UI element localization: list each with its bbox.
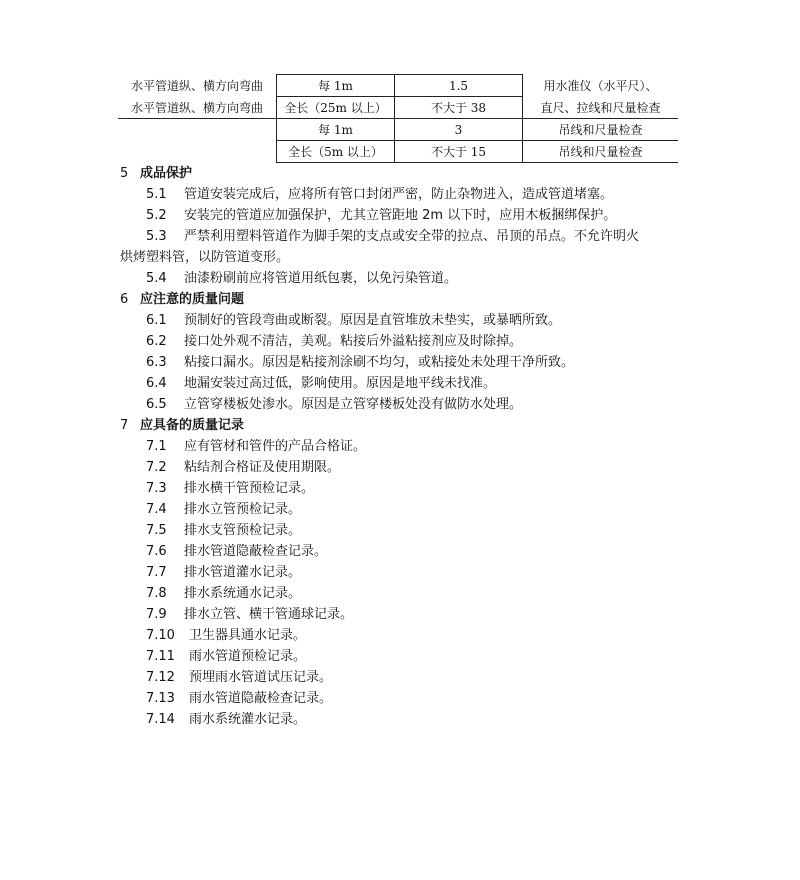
table-cell: 全长（25m 以上） [277, 97, 395, 119]
item-text: 排水立管预检记录。 [184, 502, 302, 517]
section-title: 应注意的质量问题 [140, 292, 245, 307]
item-text: 应有管材和管件的产品合格证。 [184, 439, 367, 454]
table-cell: 每 1m [277, 119, 395, 141]
table-cell: 1.5 [395, 75, 523, 97]
item-text: 立管穿楼板处渗水。原因是立管穿楼板处没有做防水处理。 [184, 397, 523, 412]
tolerance-table [118, 74, 678, 163]
item-text: 排水立管、横干管通球记录。 [184, 607, 354, 622]
section-number: 5 [120, 166, 129, 181]
item-number: 7.6 [146, 544, 167, 559]
item-text: 预制好的管段弯曲或断裂。原因是直管堆放未垫实，或暴晒所致。 [184, 313, 562, 328]
item-number: 7.5 [146, 523, 167, 538]
item-number: 7.8 [146, 586, 167, 601]
list-item [120, 646, 720, 667]
item-text: 排水支管预检记录。 [184, 523, 302, 538]
item-text: 雨水系统灌水记录。 [189, 712, 307, 727]
item-text: 粘接口漏水。原因是粘接剂涂刷不均匀，或粘接处未处理干净所致。 [184, 355, 575, 370]
list-item [120, 436, 720, 457]
item-text: 油漆粉刷前应将管道用纸包裹，以免污染管道。 [184, 271, 458, 286]
item-number: 5.1 [146, 187, 167, 202]
table-cell: 直尺、拉线和尺量检查 [523, 97, 679, 119]
list-item [120, 562, 720, 583]
item-number: 6.1 [146, 313, 167, 328]
section-number: 7 [120, 418, 129, 433]
item-number: 7.7 [146, 565, 167, 580]
item-number: 7.12 [146, 670, 175, 685]
item-number: 5.2 [146, 208, 167, 223]
item-number: 7.1 [146, 439, 167, 454]
table-cell: 全长（5m 以上） [277, 141, 395, 163]
list-item [120, 520, 720, 541]
item-text: 排水系统通水记录。 [184, 586, 302, 601]
item-number: 7.11 [146, 649, 175, 664]
item-number: 7.3 [146, 481, 167, 496]
item-number: 5.4 [146, 271, 167, 286]
item-continuation: 烘烤塑料管，以防管道变形。 [120, 250, 290, 265]
list-item [120, 205, 720, 226]
table-row [118, 97, 678, 119]
table-cell: 不大于 15 [395, 141, 523, 163]
item-number: 7.9 [146, 607, 167, 622]
list-item [120, 688, 720, 709]
list-item [120, 373, 720, 394]
table-cell: 水平管道纵、横方向弯曲 [118, 97, 277, 119]
item-text: 预埋雨水管道试压记录。 [189, 670, 333, 685]
item-number: 6.4 [146, 376, 167, 391]
list-item [120, 268, 720, 289]
table-cell: 吊线和尺量检查 [523, 141, 679, 163]
list-item [120, 457, 720, 478]
list-item [120, 499, 720, 520]
item-text: 管道安装完成后，应将所有管口封闭严密，防止杂物进入，造成管道堵塞。 [184, 187, 614, 202]
item-text: 排水管道灌水记录。 [184, 565, 302, 580]
item-number: 5.3 [146, 229, 167, 244]
section-title: 应具备的质量记录 [140, 418, 245, 433]
item-text: 接口处外观不清洁，美观。粘接后外溢粘接剂应及时除掉。 [184, 334, 523, 349]
table-cell: 每 1m [277, 75, 395, 97]
item-text: 雨水管道预检记录。 [189, 649, 307, 664]
list-item [120, 625, 720, 646]
section-number: 6 [120, 292, 129, 307]
table-cell: 水平管道纵、横方向弯曲 [118, 75, 277, 97]
list-item [120, 310, 720, 331]
item-number: 7.2 [146, 460, 167, 475]
item-number: 6.2 [146, 334, 167, 349]
list-item [120, 394, 720, 415]
table-cell: 3 [395, 119, 523, 141]
item-text: 卫生器具通水记录。 [189, 628, 307, 643]
item-number: 7.10 [146, 628, 175, 643]
item-number: 6.5 [146, 397, 167, 412]
list-item [120, 184, 720, 205]
item-text: 安装完的管道应加强保护，尤其立管距地 2m 以下时，应用木板捆绑保护。 [184, 208, 617, 223]
table-row [118, 141, 678, 163]
list-item [120, 583, 720, 604]
list-item [120, 331, 720, 352]
section-heading [120, 289, 720, 310]
item-number: 7.13 [146, 691, 175, 706]
list-item [120, 541, 720, 562]
list-item [120, 709, 720, 730]
item-text: 雨水管道隐蔽检查记录。 [189, 691, 333, 706]
item-text: 排水横干管预检记录。 [184, 481, 315, 496]
table-cell: 吊线和尺量检查 [523, 119, 679, 141]
table-row [118, 75, 678, 97]
section-heading [120, 415, 720, 436]
list-item [120, 667, 720, 688]
item-number: 6.3 [146, 355, 167, 370]
section-heading [120, 163, 720, 184]
item-text: 地漏安装过高过低，影响使用。原因是地平线未找准。 [184, 376, 497, 391]
section-title: 成品保护 [140, 166, 193, 181]
item-text: 粘结剂合格证及使用期限。 [184, 460, 341, 475]
item-text: 排水管道隐蔽检查记录。 [184, 544, 328, 559]
list-item [120, 604, 720, 625]
table-cell: 不大于 38 [395, 97, 523, 119]
table-cell: 用水准仪（水平尺）、 [523, 75, 679, 97]
item-number: 7.4 [146, 502, 167, 517]
list-item [120, 352, 720, 373]
item-text: 严禁利用塑料管道作为脚手架的支点或安全带的拉点、吊顶的吊点。不允许明火 [184, 229, 640, 244]
document-body [120, 163, 720, 730]
table-row [118, 119, 678, 141]
list-item [120, 478, 720, 499]
table-cell [118, 119, 277, 141]
list-item [120, 226, 720, 247]
item-number: 7.14 [146, 712, 175, 727]
table-cell [118, 141, 277, 163]
